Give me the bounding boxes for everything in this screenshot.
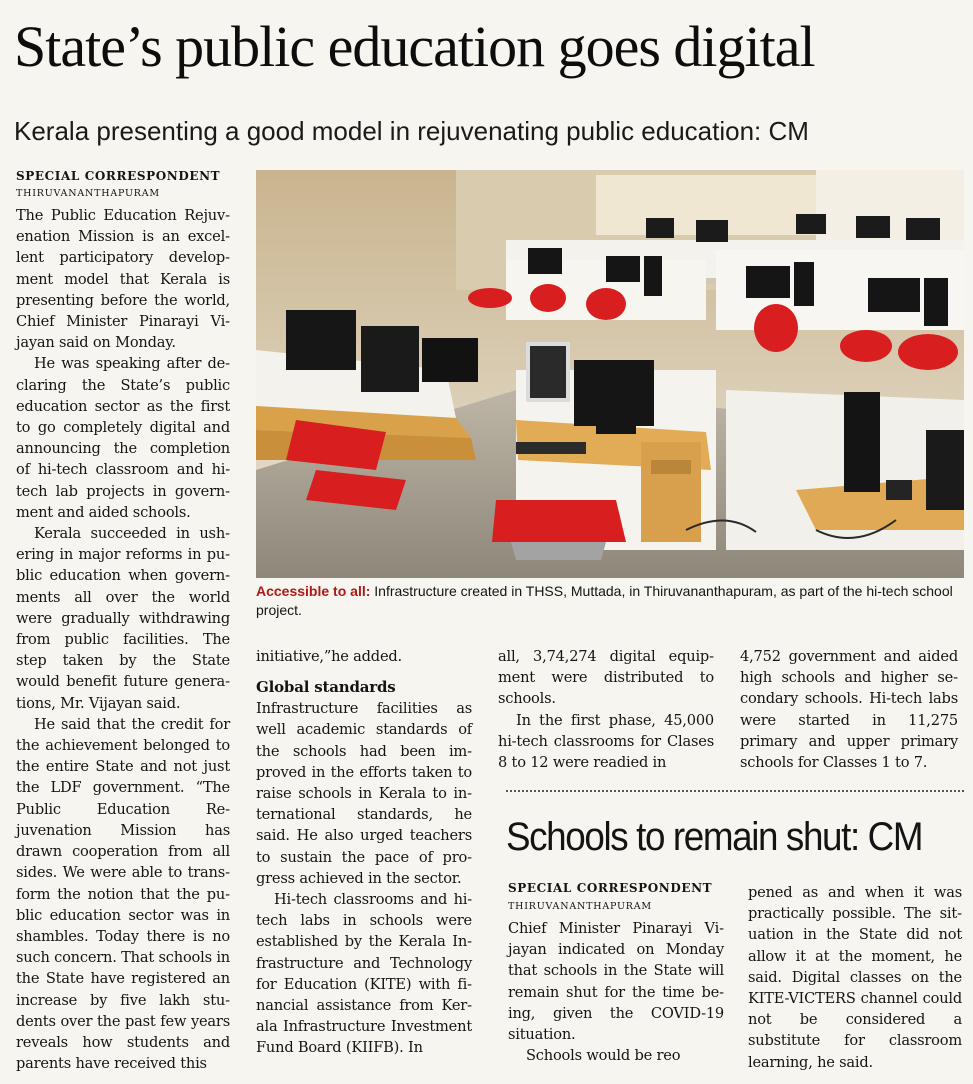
paragraph: He said that the credit for the achievement belonged to the entire State and not just the LDF government. “The Public Education Rejuvenation Mission has drawn cooperation from all sides. We were able to transform the notion that the public education sector was in shambles. Today there is no such concern. That schools in the State have registered an increase by five lakh students over the past few years reveals how students and parents have received this bbox=[16, 715, 230, 1073]
story-divider bbox=[506, 790, 964, 792]
second-story-dateline: THIRUVANANTHAPURAM bbox=[508, 901, 652, 912]
main-story-column-4 bbox=[740, 646, 958, 773]
computer-lab-photo bbox=[256, 170, 964, 578]
caption-text: Infrastructure created in THSS, Muttada, in Thiruvananthapuram, as part of the hi-tech school project. bbox=[256, 583, 953, 618]
main-story-column-1 bbox=[16, 205, 230, 1074]
lab-illustration bbox=[256, 170, 964, 578]
second-story-headline: Schools to remain shut: CM bbox=[506, 815, 923, 859]
main-story-column-3 bbox=[498, 646, 714, 773]
paragraph: Hi-tech classrooms and hi-tech labs in schools were established by the Kerala Infrastructure and Technology for Education (KITE) with financial assistance from Kerala Infrastructure Investment Fund Board (KIIFB). In bbox=[256, 891, 472, 1057]
paragraph: 4,752 government and aided high schools and higher secondary schools. Hi-tech labs were started in 11,275 primary and upper primary schools for Classes 1 to 7. bbox=[740, 648, 958, 772]
paragraph: Infrastructure facilities as well academic standards of the schools had been improved in the efforts taken to raise schools in Kerala to international standards, he said. He also urged teachers to sustain the pace of progress achieved in the sector. bbox=[256, 700, 472, 887]
paragraph: Chief Minister Pinarayi Vijayan indicated on Monday that schools in the State will remain shut for the time being, given the COVID-19 situation. bbox=[508, 920, 724, 1044]
paragraph: Schools would be reo bbox=[526, 1047, 681, 1065]
paragraph: pened as and when it was practically possible. The situation in the State did not allow it at the moment, he said. Digital classes on the KITE-VICTERS channel could not be considered a substitute for classroom learning, he said. bbox=[748, 884, 962, 1071]
photo-caption bbox=[256, 582, 964, 620]
caption-lead: Accessible to all: bbox=[256, 583, 371, 599]
paragraph: initiative,”he added. bbox=[256, 648, 402, 665]
headline: State’s public education goes digital bbox=[14, 14, 815, 79]
main-story-column-2 bbox=[256, 646, 472, 1059]
paragraph: In the first phase, 45,000 hi-tech classrooms for Clases 8 to 12 were readied in bbox=[498, 711, 714, 772]
paragraph: all, 3,74,274 digital equipment were distributed to schools. bbox=[498, 648, 714, 708]
byline: SPECIAL CORRESPONDENT bbox=[16, 169, 221, 183]
deck: Kerala presenting a good model in rejuvenating public education: CM bbox=[14, 116, 809, 146]
second-story-byline: SPECIAL CORRESPONDENT bbox=[508, 881, 713, 895]
dateline: THIRUVANANTHAPURAM bbox=[16, 188, 160, 199]
paragraph: He was speaking after declaring the State’s public education sector as the first to go completely digital and announcing the completion of hi-tech classroom and hi-tech lab projects in government and aided schools. bbox=[16, 355, 230, 521]
subhead: Global standards bbox=[256, 678, 396, 697]
paragraph: Kerala succeeded in ushering in major reforms in public education when governments all over the world were gradually withdrawing from public facilities. The step taken by the State would benefit future generations, Mr. Vijayan said. bbox=[16, 525, 230, 712]
second-story-column-1 bbox=[508, 918, 724, 1066]
paragraph: The Public Education Rejuvenation Mission is an excellent participatory development model that Kerala is presenting before the world, Chief Minister Pinarayi Vijayan said on Monday. bbox=[16, 207, 230, 352]
second-story-column-2 bbox=[748, 882, 962, 1073]
